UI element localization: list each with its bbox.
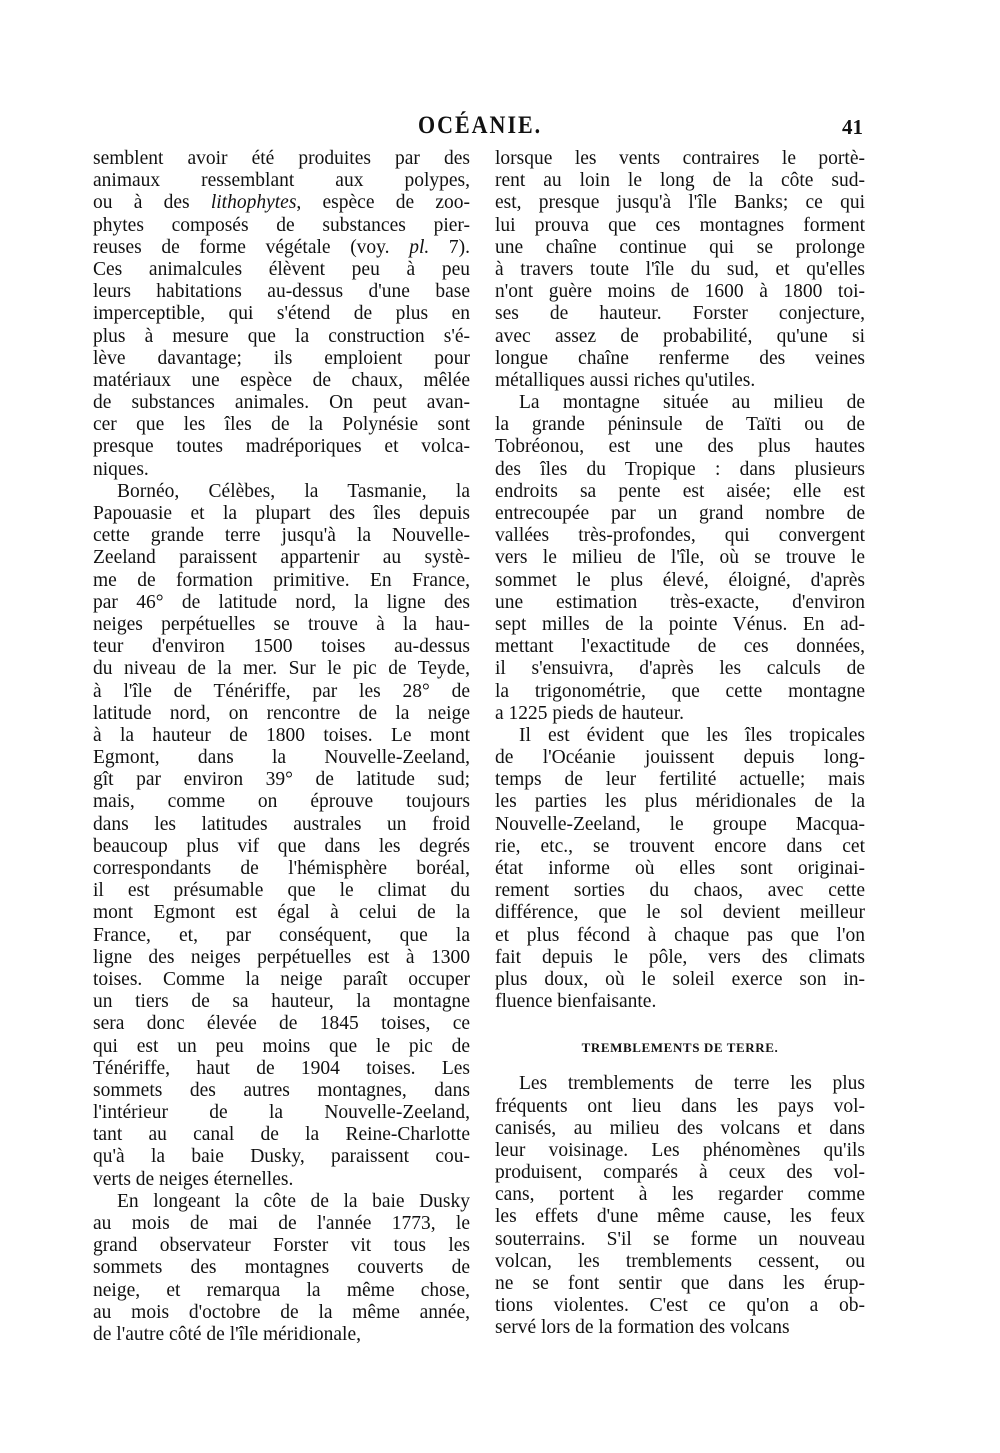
- text-line: la trigonométrie, que cette montagne: [495, 680, 865, 702]
- text-line: teur d'environ 1500 toises au-dessus: [93, 636, 470, 658]
- text-line: qu'à la baie Dusky, paraissent cou-: [93, 1146, 470, 1168]
- paragraph: [93, 481, 470, 1191]
- paragraph: [495, 148, 865, 392]
- text-line: des îles du Tropique : dans plusieurs: [495, 458, 865, 480]
- text-line: souterrains. S'il se forme un nouveau: [495, 1228, 865, 1250]
- text-line: beaucoup plus vif que dans les degrés: [93, 835, 470, 857]
- text-line: ses de hauteur. Forster conjecture,: [495, 303, 865, 325]
- text-line: est, presque jusqu'à l'île Banks; ce qui: [495, 192, 865, 214]
- text-line: neige, et remarqua la même chose,: [93, 1279, 470, 1301]
- text-line: de substances animales. On peut avan-: [93, 392, 470, 414]
- text-line: tant au canal de la Reine-Charlotte: [93, 1124, 470, 1146]
- text-line: ne se font sentir que dans les érup-: [495, 1273, 865, 1294]
- text-line: plus doux, où le soleil exerce son in-: [495, 968, 865, 990]
- paragraph: [495, 392, 865, 725]
- text-line: une chaîne continue qui se prolonge: [495, 236, 865, 258]
- text-line: dans les latitudes australes un froid: [93, 813, 470, 835]
- text-line: de l'autre côté de l'île méridionale,: [93, 1323, 361, 1345]
- paragraph: [495, 1073, 865, 1339]
- text-line: entrecoupée par un grand nombre de: [495, 503, 865, 524]
- paragraph: [495, 725, 865, 1013]
- text-line: leurs habitations au-dessus d'une base: [93, 281, 470, 303]
- text-line: métalliques aussi riches qu'utiles.: [495, 369, 756, 391]
- text-line: toises. Comme la neige paraît occuper: [93, 968, 470, 990]
- text-line: ou à des lithophytes, espèce de zoo-: [93, 192, 470, 214]
- text-line: n'ont guère moins de 1600 à 1800 toi-: [495, 281, 865, 303]
- text-line: une estimation très-exacte, d'environ: [495, 591, 865, 613]
- text-line: qui est un peu moins que le pic de: [93, 1035, 470, 1057]
- text-line: lorsque les vents contraires le portè-: [495, 148, 865, 169]
- text-line: la grande péninsule de Taïti ou de: [495, 414, 865, 436]
- text-line: phytes composés de substances pier-: [93, 214, 470, 236]
- text-line: matériaux une espèce de chaux, mêlée: [93, 369, 470, 391]
- running-head: [0, 110, 1000, 140]
- text-line: cette grande terre jusqu'à la Nouvelle-: [93, 525, 470, 547]
- text-line: correspondants de l'hémisphère boréal,: [93, 858, 470, 879]
- text-line: reuses de forme végétale (voy. pl. 7).: [93, 236, 470, 258]
- text-line: imperceptible, qui s'étend de plus en: [93, 303, 470, 325]
- text-line: au mois de mai de l'année 1773, le: [93, 1213, 470, 1234]
- text-line: me de formation primitive. En France,: [93, 569, 470, 591]
- text-line: lève davantage; ils emploient pour: [93, 347, 470, 369]
- text-line: Bornéo, Célèbes, la Tasmanie, la: [117, 480, 470, 502]
- left-column: [93, 148, 470, 1346]
- text-line: servé lors de la formation des volcans: [495, 1317, 790, 1339]
- text-line: avec assez de probabilité, qu'une si: [495, 325, 865, 347]
- text-line: il s'ensuivra, d'après les calculs de: [495, 658, 865, 680]
- text-line: rement sorties du chaos, avec cette: [495, 880, 865, 902]
- text-line: ligne des neiges perpétuelles est à 1300: [93, 946, 470, 968]
- text-line: En longeant la côte de la baie Dusky: [117, 1190, 470, 1212]
- text-line: temps de leur fertilité actuelle; mais: [495, 769, 865, 791]
- text-line: animaux ressemblant aux polypes,: [93, 170, 470, 192]
- text-line: fait depuis le pôle, vers des climats: [495, 946, 865, 968]
- text-line: niques.: [93, 458, 149, 480]
- text-line: un tiers de sa hauteur, la montagne: [93, 991, 470, 1013]
- section-heading: TREMBLEMENTS DE TERRE.: [581, 1040, 779, 1056]
- text-line: sommets des autres montagnes, dans: [93, 1079, 470, 1101]
- text-line: par 46° de latitude nord, la ligne des: [93, 591, 470, 613]
- text-line: a 1225 pieds de hauteur.: [495, 702, 684, 724]
- text-line: cans, portent à les regarder comme: [495, 1184, 865, 1206]
- right-column-body: [495, 148, 865, 1013]
- text-line: France, et, par conséquent, que la: [93, 924, 470, 946]
- text-line: à l'île de Ténériffe, par les 28° de: [93, 680, 470, 702]
- text-line: Egmont, dans la Nouvelle-Zeeland,: [93, 747, 470, 769]
- text-line: à la hauteur de 1800 toises. Le mont: [93, 724, 470, 746]
- text-line: endroits sa pente est aisée; elle est: [495, 480, 865, 502]
- text-line: gît par environ 39° de latitude sud;: [93, 769, 470, 791]
- text-line: les parties les plus méridionales de la: [495, 791, 865, 813]
- text-line: Nouvelle-Zeeland, le groupe Macqua-: [495, 813, 865, 835]
- text-line: l'intérieur de la Nouvelle-Zeeland,: [93, 1102, 470, 1124]
- text-line: du niveau de la mer. Sur le pic de Teyde,: [93, 658, 470, 680]
- text-line: vers le milieu de l'île, où se trouve le: [495, 547, 865, 569]
- text-line: rie, etc., se trouvent encore dans cet: [495, 835, 865, 857]
- text-line: produisent, comparés à ceux des vol-: [495, 1162, 865, 1184]
- text-line: Les tremblements de terre les plus: [519, 1073, 865, 1095]
- text-line: mont Egmont est égal à celui de la: [93, 902, 470, 924]
- page-number: 41: [842, 115, 863, 139]
- text-line: longue chaîne renferme des veines: [495, 347, 865, 369]
- text-line: volcan, les tremblements cessent, ou: [495, 1250, 865, 1272]
- text-line: sera donc élevée de 1845 toises, ce: [93, 1013, 470, 1035]
- text-line: Zeeland paraissent appartenir au systè-: [93, 547, 470, 569]
- right-column: [495, 148, 865, 1340]
- text-line: de l'Océanie jouissent depuis long-: [495, 747, 865, 769]
- text-line: Ténériffe, haut de 1904 toises. Les: [93, 1057, 470, 1079]
- text-line: fréquents ont lieu dans les pays vol-: [495, 1095, 865, 1117]
- text-line: La montagne située au milieu de: [519, 392, 865, 414]
- text-line: état informe où elles sont originai-: [495, 858, 865, 879]
- text-line: tions violentes. C'est ce qu'on a ob-: [495, 1295, 865, 1317]
- text-line: verts de neiges éternelles.: [93, 1168, 294, 1190]
- text-line: presque toutes madréporiques et volca-: [93, 436, 470, 458]
- text-line: mettant l'exactitude de ces données,: [495, 636, 865, 658]
- text-line: différence, que le sol devient meilleur: [495, 902, 865, 924]
- text-line: les effets d'une même cause, les feux: [495, 1206, 865, 1228]
- text-line: sept milles de la pointe Vénus. En ad-: [495, 613, 865, 635]
- text-line: et plus fécond à chaque pas que l'on: [495, 924, 865, 946]
- text-line: semblent avoir été produites par des: [93, 148, 470, 169]
- paragraph: [93, 1191, 470, 1346]
- text-line: vallées très-profondes, qui convergent: [495, 525, 865, 547]
- text-line: fluence bienfaisante.: [495, 991, 657, 1013]
- text-line: Tobréonou, est une des plus hautes: [495, 436, 865, 458]
- text-line: cer que les îles de la Polynésie sont: [93, 414, 470, 436]
- text-line: grand observateur Forster vit tous les: [93, 1235, 470, 1257]
- text-line: Ces animalcules élèvent peu à peu: [93, 258, 470, 280]
- text-line: mais, comme on éprouve toujours: [93, 791, 470, 813]
- text-line: sommets des montagnes couverts de: [93, 1257, 470, 1279]
- running-title: OCÉANIE.: [418, 110, 543, 139]
- text-line: il est présumable que le climat du: [93, 880, 470, 902]
- text-line: au mois d'octobre de la même année,: [93, 1301, 470, 1323]
- text-line: canisés, au milieu des volcans et dans: [495, 1117, 865, 1139]
- text-line: plus à mesure que la construction s'é-: [93, 325, 470, 347]
- text-line: Papouasie et la plupart des îles depuis: [93, 503, 470, 524]
- paragraph: [93, 148, 470, 481]
- text-line: Il est évident que les îles tropicales: [519, 724, 865, 746]
- text-line: neiges perpétuelles se trouve à la hau-: [93, 613, 470, 635]
- text-line: à travers toute l'île du sud, et qu'elles: [495, 258, 865, 280]
- text-line: latitude nord, on rencontre de la neige: [93, 702, 470, 724]
- text-line: rent au loin le long de la côte sud-: [495, 170, 865, 192]
- text-line: sommet le plus élevé, éloigné, d'après: [495, 569, 865, 591]
- text-line: lui prouva que ces montagnes forment: [495, 214, 865, 236]
- section-body: [495, 1073, 865, 1339]
- text-line: leur voisinage. Les phénomènes qu'ils: [495, 1139, 865, 1161]
